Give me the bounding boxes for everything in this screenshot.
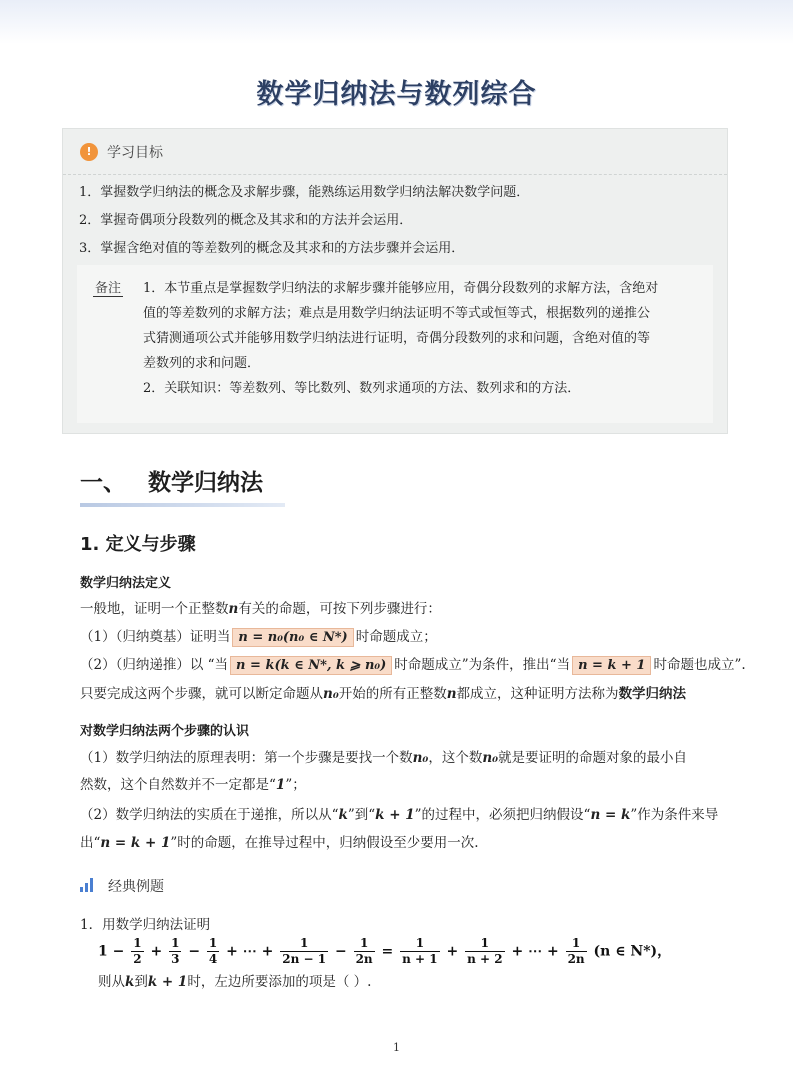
note-line-1: 1．本节重点是掌握数学归纳法的求解步骤并能够应用，奇偶分段数列的求解方法，含绝对 <box>143 281 659 296</box>
math-var: n₀ <box>412 750 429 766</box>
text-span: 到 <box>134 974 148 990</box>
formula-text: − <box>334 943 347 960</box>
note-tag: 备注 <box>93 277 123 297</box>
text-span: （1）（归纳奠基）证明当 <box>80 629 231 645</box>
denominator: 2 <box>133 952 142 966</box>
text-span: ，这个数 <box>428 750 483 766</box>
lightbulb-icon: ! <box>80 143 98 161</box>
learning-goals-box <box>62 128 728 434</box>
formula-text: (n ∈ N*)， <box>593 943 672 960</box>
math-var: k <box>125 974 135 990</box>
recognition-2-line-1 <box>80 803 718 823</box>
math-var: k + 1 <box>375 807 415 823</box>
section-number: 一、 <box>80 470 126 496</box>
text-span: 都成立，这种证明方法称为 <box>456 686 619 702</box>
example-formula <box>98 936 671 967</box>
formula-text: = <box>381 943 394 960</box>
denominator: n + 2 <box>467 952 503 966</box>
example-question-1: 1．用数学归纳法证明 <box>80 917 211 933</box>
fraction <box>566 936 587 967</box>
definition-intro <box>80 597 441 617</box>
text-span: 有关的命题，可按下列步骤进行： <box>238 601 441 617</box>
text-span: （2）（归纳递推）以 “当 <box>80 657 229 673</box>
numerator: 1 <box>400 936 439 952</box>
numerator: 1 <box>171 936 180 950</box>
text-span: 时命题成立”为条件，推出“当 <box>394 657 571 673</box>
fraction <box>169 936 181 967</box>
goal-item-3: 3．掌握含绝对值的等差数列的概念及其求和的方法步骤并会运用． <box>79 241 465 256</box>
text-span: 就是要证明的命题对象的最小自 <box>498 750 688 766</box>
learning-goals-heading: 学习目标 <box>107 145 163 161</box>
numerator: 1 <box>133 936 142 950</box>
numerator: 1 <box>208 936 218 950</box>
denominator: n + 1 <box>402 952 438 966</box>
formula-text: + <box>150 943 163 960</box>
conclusion <box>80 682 686 702</box>
step-1 <box>80 625 437 647</box>
text-span: 然数，这个自然数并不一定都是“ <box>80 777 276 793</box>
text-span: ”到“ <box>347 807 376 823</box>
bar-chart-icon <box>80 878 96 892</box>
page-title: 数学归纳法与数列综合 <box>256 79 537 110</box>
text-span: 开始的所有正整数 <box>338 686 447 702</box>
text-span: 一般地，证明一个正整数 <box>80 601 229 617</box>
text-span: （1）数学归纳法的原理表明：第一个步骤是要找一个数 <box>80 750 413 766</box>
numerator: 1 <box>280 936 328 952</box>
goal-item-1: 1．掌握数学归纳法的概念及求解步骤，能熟练运用数学归纳法解决数学问题． <box>79 185 530 200</box>
text-span: ”时的命题，在推导过程中，归纳假设至少要用一次. <box>170 835 479 851</box>
definition-heading: 数学归纳法定义 <box>80 576 172 591</box>
fraction <box>354 936 375 967</box>
note-line-4: 差数列的求和问题． <box>143 356 261 371</box>
math-var: n = k + 1 <box>100 835 171 851</box>
numerator: 1 <box>354 936 375 952</box>
math-var: n <box>228 601 239 617</box>
math-var: n₀ <box>323 686 339 702</box>
section-underline <box>80 503 285 507</box>
text-span: ”； <box>285 777 306 793</box>
example-heading: 经典例题 <box>108 879 164 895</box>
text-span: 则从 <box>98 974 125 990</box>
denominator: 2n <box>567 952 585 966</box>
text-span: 时，左边所要添加的项是（ ）. <box>187 974 372 990</box>
example-question-1-part-b <box>98 970 371 990</box>
subsection-heading: 1. 定义与步骤 <box>80 534 196 555</box>
goal-item-2: 2．掌握奇偶项分段数列的概念及其求和的方法并会运用． <box>79 213 413 228</box>
denominator: 2n <box>355 952 373 966</box>
recognition-2-line-2 <box>80 831 479 851</box>
text-span: 时命题也成立”. <box>653 657 746 673</box>
formula-text: − <box>188 943 201 960</box>
page-number: 1 <box>393 1041 400 1054</box>
math-highlight: n = k + 1 <box>572 656 651 675</box>
text-span: ”作为条件来导 <box>630 807 719 823</box>
numerator: 1 <box>465 936 504 952</box>
math-var: k <box>338 807 348 823</box>
math-var: k + 1 <box>147 974 188 990</box>
fraction <box>207 936 219 967</box>
section-heading <box>80 464 263 497</box>
denominator: 2n − 1 <box>282 952 327 966</box>
recognition-1-line-2 <box>80 773 306 793</box>
fraction <box>400 936 439 967</box>
text-span: 出“ <box>80 835 101 851</box>
math-var: n = k <box>590 807 631 823</box>
text-span: （2）数学归纳法的实质在于递推，所以从“ <box>80 807 339 823</box>
fraction <box>280 936 328 967</box>
numerator: 1 <box>566 936 587 952</box>
text-span: ”的过程中，必须把归纳假设“ <box>414 807 591 823</box>
text-span: 时命题成立； <box>355 629 437 645</box>
formula-text: + ⋯ + <box>226 943 274 960</box>
step-2 <box>80 653 746 675</box>
formula-text: 1 − <box>98 943 125 960</box>
math-var: 1 <box>275 777 286 793</box>
fraction <box>465 936 504 967</box>
section-title: 数学归纳法 <box>148 470 263 496</box>
note-line-3: 式猜测通项公式并能够用数学归纳法进行证明，奇偶分段数列的求和问题，含绝对值的等 <box>143 331 651 346</box>
fraction <box>131 936 143 967</box>
math-var: n <box>446 686 457 702</box>
note-line-5: 2．关联知识：等差数列、等比数列、数列求通项的方法、数列求和的方法． <box>143 381 581 396</box>
text-span: 只要完成这两个步骤，就可以断定命题从 <box>80 686 323 702</box>
note-line-2: 值的等差数列的求解方法；难点是用数学归纳法证明不等式或恒等式，根据数列的递推公 <box>143 306 651 321</box>
formula-text: + ⋯ + <box>511 943 559 960</box>
math-highlight: n = k(k ∈ N*, k ⩾ n₀) <box>230 656 392 675</box>
recognition-1-line-1 <box>80 746 687 766</box>
recognition-heading: 对数学归纳法两个步骤的认识 <box>80 724 250 739</box>
header-band <box>0 0 793 44</box>
formula-text: + <box>446 943 459 960</box>
denominator: 4 <box>208 952 218 966</box>
math-var: n₀ <box>482 750 499 766</box>
learning-goals-header <box>63 129 727 175</box>
math-highlight: n = n₀(n₀ ∈ N*) <box>232 628 353 647</box>
note-box <box>77 265 713 423</box>
term-bold: 数学归纳法 <box>618 686 687 702</box>
denominator: 3 <box>171 952 180 966</box>
